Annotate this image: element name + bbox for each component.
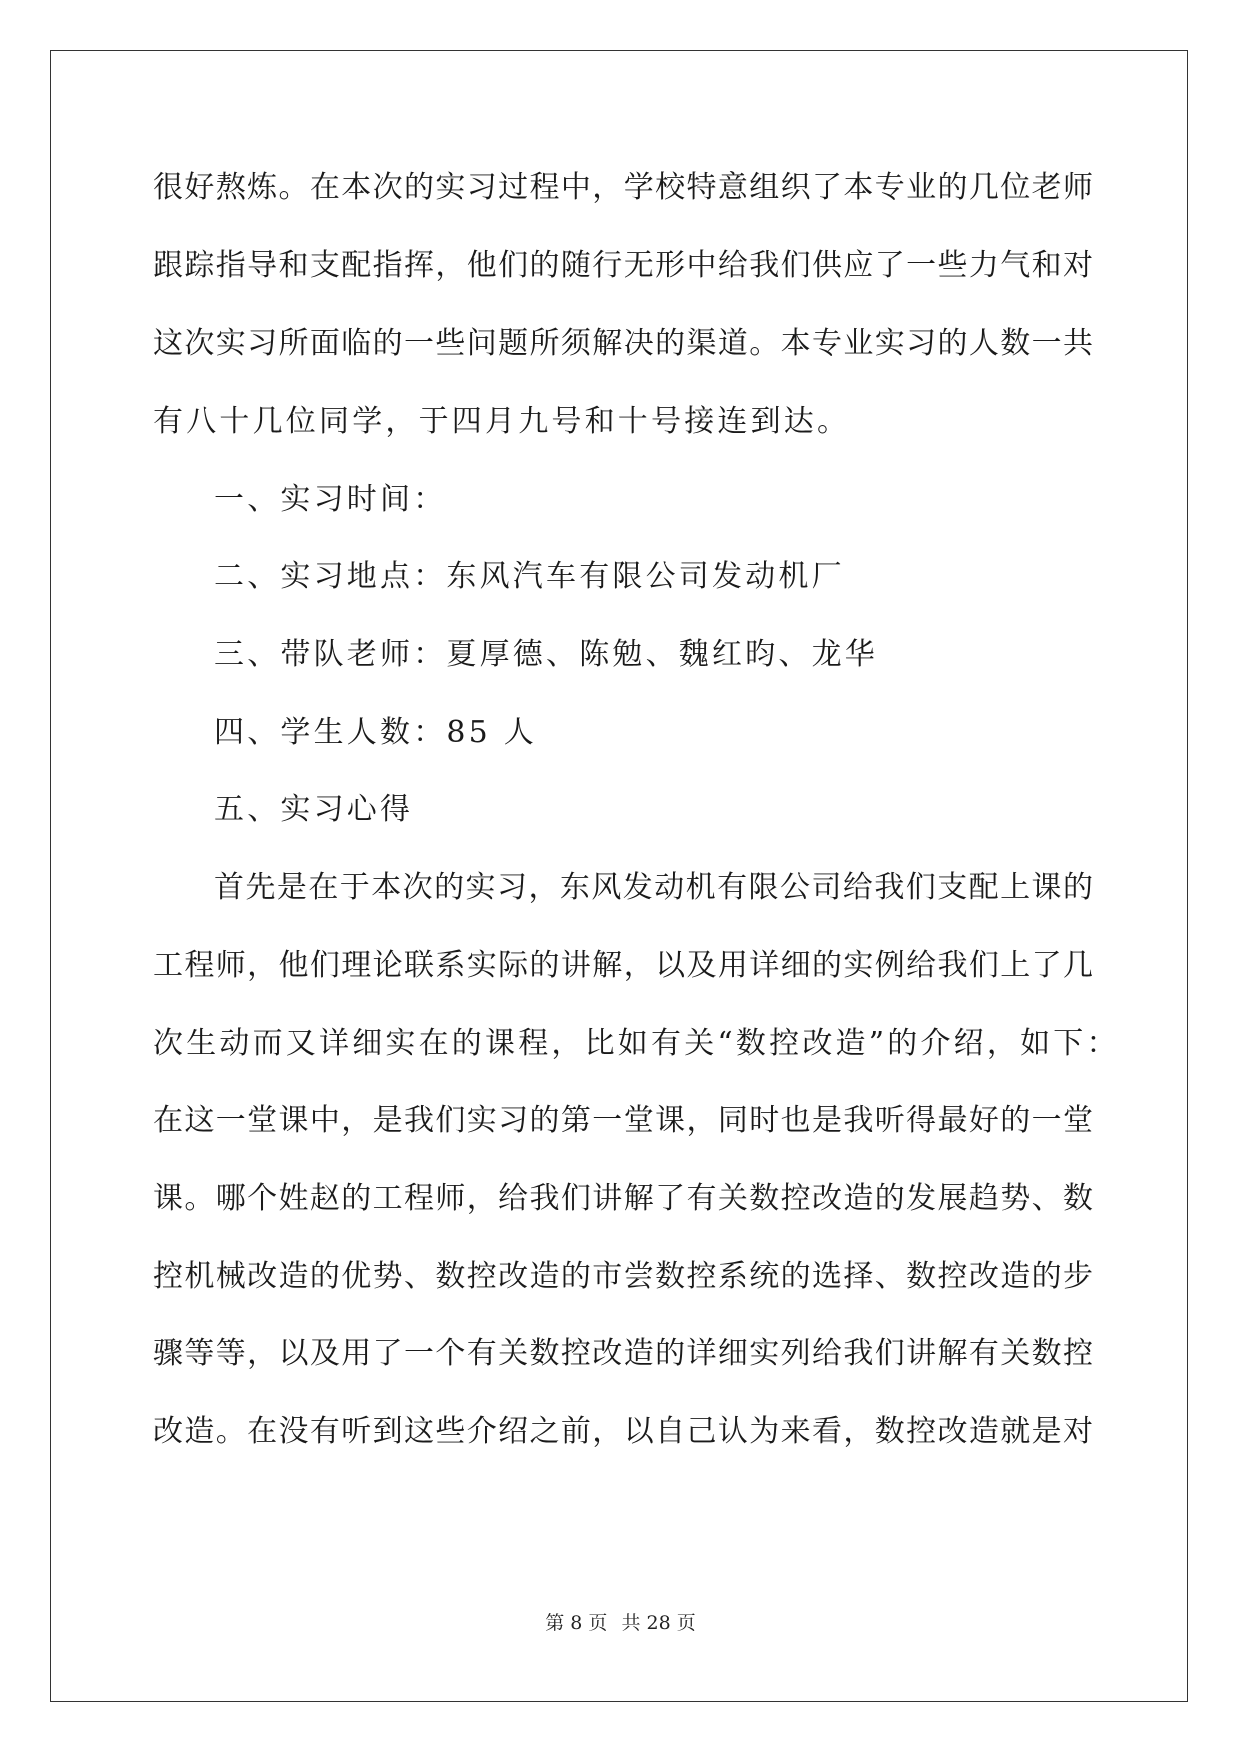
text-line-13: 在这一堂课中，是我们实习的第一堂课，同时也是我听得最好的一堂	[153, 1103, 1093, 1138]
text-line-15: 控机械改造的优势、数控改造的市尝数控系统的选择、数控改造的步	[153, 1259, 1093, 1294]
page-number: 第 8 页	[545, 1612, 608, 1634]
list-item-student-count: 四、学生人数：85 人	[214, 715, 537, 750]
text-line-2: 跟踪指导和支配指挥，他们的随行无形中给我们供应了一些力气和对	[153, 248, 1093, 283]
list-item-practice-location: 二、实习地点：东风汽车有限公司发动机厂	[214, 559, 845, 594]
text-line-14: 课。哪个姓赵的工程师，给我们讲解了有关数控改造的发展趋势、数	[153, 1181, 1093, 1216]
text-line-1: 很好熬炼。在本次的实习过程中，学校特意组织了本专业的几位老师	[153, 170, 1093, 205]
text-line-4: 有八十几位同学，于四月九号和十号接连到达。	[153, 404, 851, 439]
text-line-17: 改造。在没有听到这些介绍之前，以自己认为来看，数控改造就是对	[153, 1414, 1093, 1449]
text-line-10: 首先是在于本次的实习，东风发动机有限公司给我们支配上课的	[214, 870, 1093, 905]
text-line-16: 骤等等，以及用了一个有关数控改造的详细实列给我们讲解有关数控	[153, 1336, 1093, 1371]
text-line-3: 这次实习所面临的一些问题所须解决的渠道。本专业实习的人数一共	[153, 326, 1093, 361]
text-line-11: 工程师，他们理论联系实际的讲解，以及用详细的实例给我们上了几	[153, 948, 1093, 983]
list-item-practice-time: 一、实习时间：	[214, 482, 447, 517]
list-item-practice-reflections: 五、实习心得	[214, 792, 414, 827]
list-item-lead-teachers: 三、带队老师：夏厚德、陈勉、魏红昀、龙华	[214, 637, 878, 672]
page-footer	[0, 1608, 1241, 1635]
page-total: 共 28 页	[621, 1612, 696, 1634]
text-line-12: 次生动而又详细实在的课程，比如有关“数控改造”的介绍，如下：	[153, 1026, 1120, 1061]
